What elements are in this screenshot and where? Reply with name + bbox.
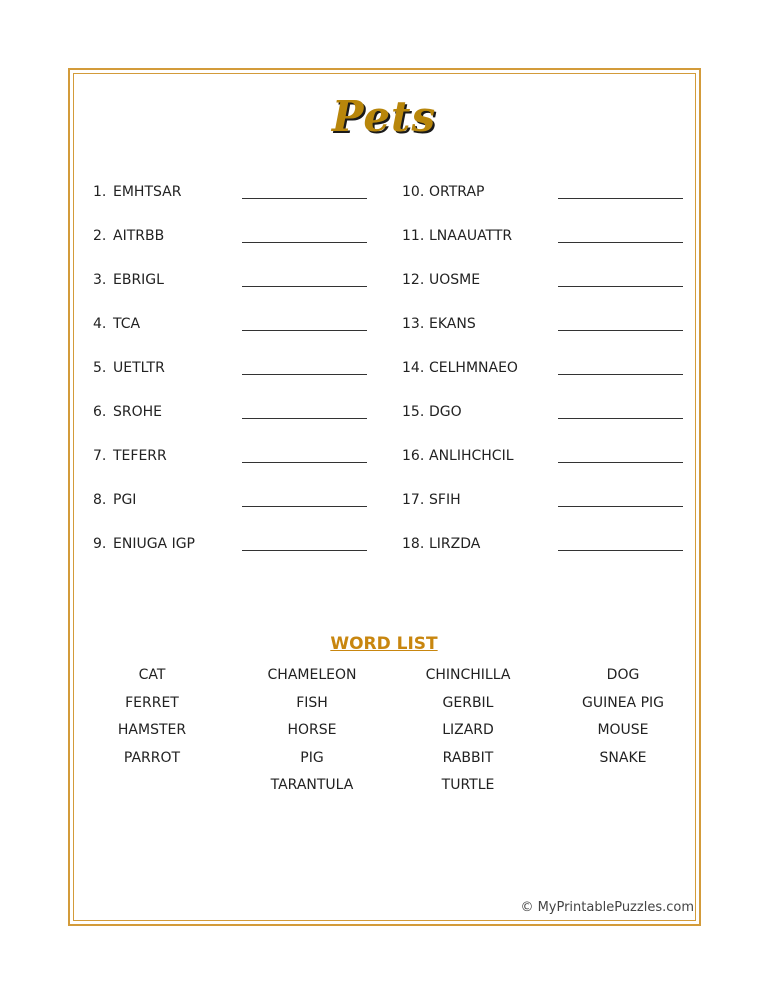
clue-right-5	[402, 359, 518, 377]
clue-left-6	[93, 403, 162, 421]
clue-number: 2.	[93, 228, 107, 244]
word-list-item: DOG	[606, 667, 640, 683]
clue-right-2	[402, 227, 512, 245]
answer-blank[interactable]	[558, 506, 683, 507]
scrambled-word: DGO	[429, 404, 462, 420]
word-list-item: PARROT	[123, 749, 181, 766]
word-list-title: WORD LIST	[330, 634, 438, 654]
word-list-item: FERRET	[125, 694, 179, 711]
answer-blank[interactable]	[558, 242, 683, 243]
answer-blank[interactable]	[242, 506, 367, 507]
word-list-item: TURTLE	[441, 777, 495, 793]
clue-number: 17.	[402, 492, 425, 508]
clue-number: 11.	[402, 228, 425, 244]
answer-blank[interactable]	[558, 374, 683, 375]
clue-right-8	[402, 491, 461, 509]
answer-blank[interactable]	[242, 550, 367, 551]
scrambled-word: LIRZDA	[429, 536, 481, 552]
clue-left-7	[93, 447, 167, 465]
word-list-item: CHINCHILLA	[425, 667, 511, 683]
clue-number: 7.	[93, 448, 107, 464]
answer-blank[interactable]	[242, 374, 367, 375]
word-list-item: RABBIT	[442, 749, 494, 766]
clue-number: 12.	[402, 272, 425, 288]
clue-left-1	[93, 183, 181, 201]
answer-blank[interactable]	[242, 198, 367, 199]
scrambled-word: SFIH	[429, 492, 461, 508]
scrambled-word: ANLIHCHCIL	[429, 448, 514, 464]
word-list-item: TARANTULA	[270, 777, 354, 793]
clue-right-6	[402, 403, 462, 421]
answer-blank[interactable]	[242, 242, 367, 243]
scrambled-word: ORTRAP	[429, 184, 485, 200]
clue-number: 3.	[93, 272, 107, 288]
answer-blank[interactable]	[242, 330, 367, 331]
word-list-item: GUINEA PIG	[582, 694, 664, 711]
word-list-item: FISH	[296, 694, 328, 711]
scrambled-word: CELHMNAEO	[429, 360, 518, 376]
answer-blank[interactable]	[558, 330, 683, 331]
answer-blank[interactable]	[558, 198, 683, 199]
scrambled-word: EBRIGL	[113, 272, 164, 288]
clue-left-5	[93, 359, 165, 377]
clue-right-1	[402, 183, 484, 201]
word-list-item: PIG	[300, 749, 324, 766]
word-list-item: SNAKE	[599, 749, 647, 766]
clue-left-2	[93, 227, 164, 245]
clue-left-9	[93, 535, 195, 553]
puzzle-title: Pets	[331, 92, 437, 141]
clue-number: 10.	[402, 184, 425, 200]
clue-number: 13.	[402, 316, 425, 332]
clue-left-8	[93, 491, 136, 509]
clue-number: 4.	[93, 316, 107, 332]
scrambled-word: UETLTR	[113, 360, 165, 376]
answer-blank[interactable]	[558, 286, 683, 287]
answer-blank[interactable]	[242, 462, 367, 463]
clue-right-7	[402, 447, 514, 465]
scrambled-word: EKANS	[429, 316, 476, 332]
word-list-item: HORSE	[287, 722, 337, 738]
scrambled-word: UOSME	[429, 272, 481, 288]
answer-blank[interactable]	[558, 550, 683, 551]
scrambled-word: TCA	[113, 316, 141, 332]
clue-number: 15.	[402, 404, 425, 420]
clue-right-3	[402, 271, 480, 289]
word-list-item: MOUSE	[597, 722, 649, 738]
answer-blank[interactable]	[242, 418, 367, 419]
clue-number: 6.	[93, 404, 107, 420]
answer-blank[interactable]	[558, 462, 683, 463]
scrambled-word: LNAAUATTR	[429, 228, 513, 244]
clue-right-9	[402, 535, 480, 553]
clue-number: 18.	[402, 536, 425, 552]
credit-text: © MyPrintablePuzzles.com	[520, 900, 694, 915]
word-list-item: HAMSTER	[117, 722, 187, 738]
clue-number: 9.	[93, 536, 107, 552]
scrambled-word: TEFERR	[113, 448, 167, 464]
clue-left-3	[93, 271, 164, 289]
clue-number: 5.	[93, 360, 107, 376]
scrambled-word: AITRBB	[113, 228, 165, 244]
scrambled-word: SROHE	[113, 404, 163, 420]
word-list-item: CHAMELEON	[267, 667, 357, 683]
clue-number: 14.	[402, 360, 425, 376]
word-list-item: LIZARD	[442, 722, 494, 738]
clue-left-4	[93, 315, 140, 333]
word-list-item: GERBIL	[442, 694, 494, 711]
clue-number: 16.	[402, 448, 425, 464]
clue-number: 8.	[93, 492, 107, 508]
word-list-item: CAT	[138, 667, 166, 683]
scrambled-word: PGI	[113, 492, 137, 508]
answer-blank[interactable]	[242, 286, 367, 287]
clue-right-4	[402, 315, 476, 333]
clue-number: 1.	[93, 184, 107, 200]
answer-blank[interactable]	[558, 418, 683, 419]
scrambled-word: ENIUGA IGP	[113, 536, 195, 552]
scrambled-word: EMHTSAR	[113, 184, 182, 200]
